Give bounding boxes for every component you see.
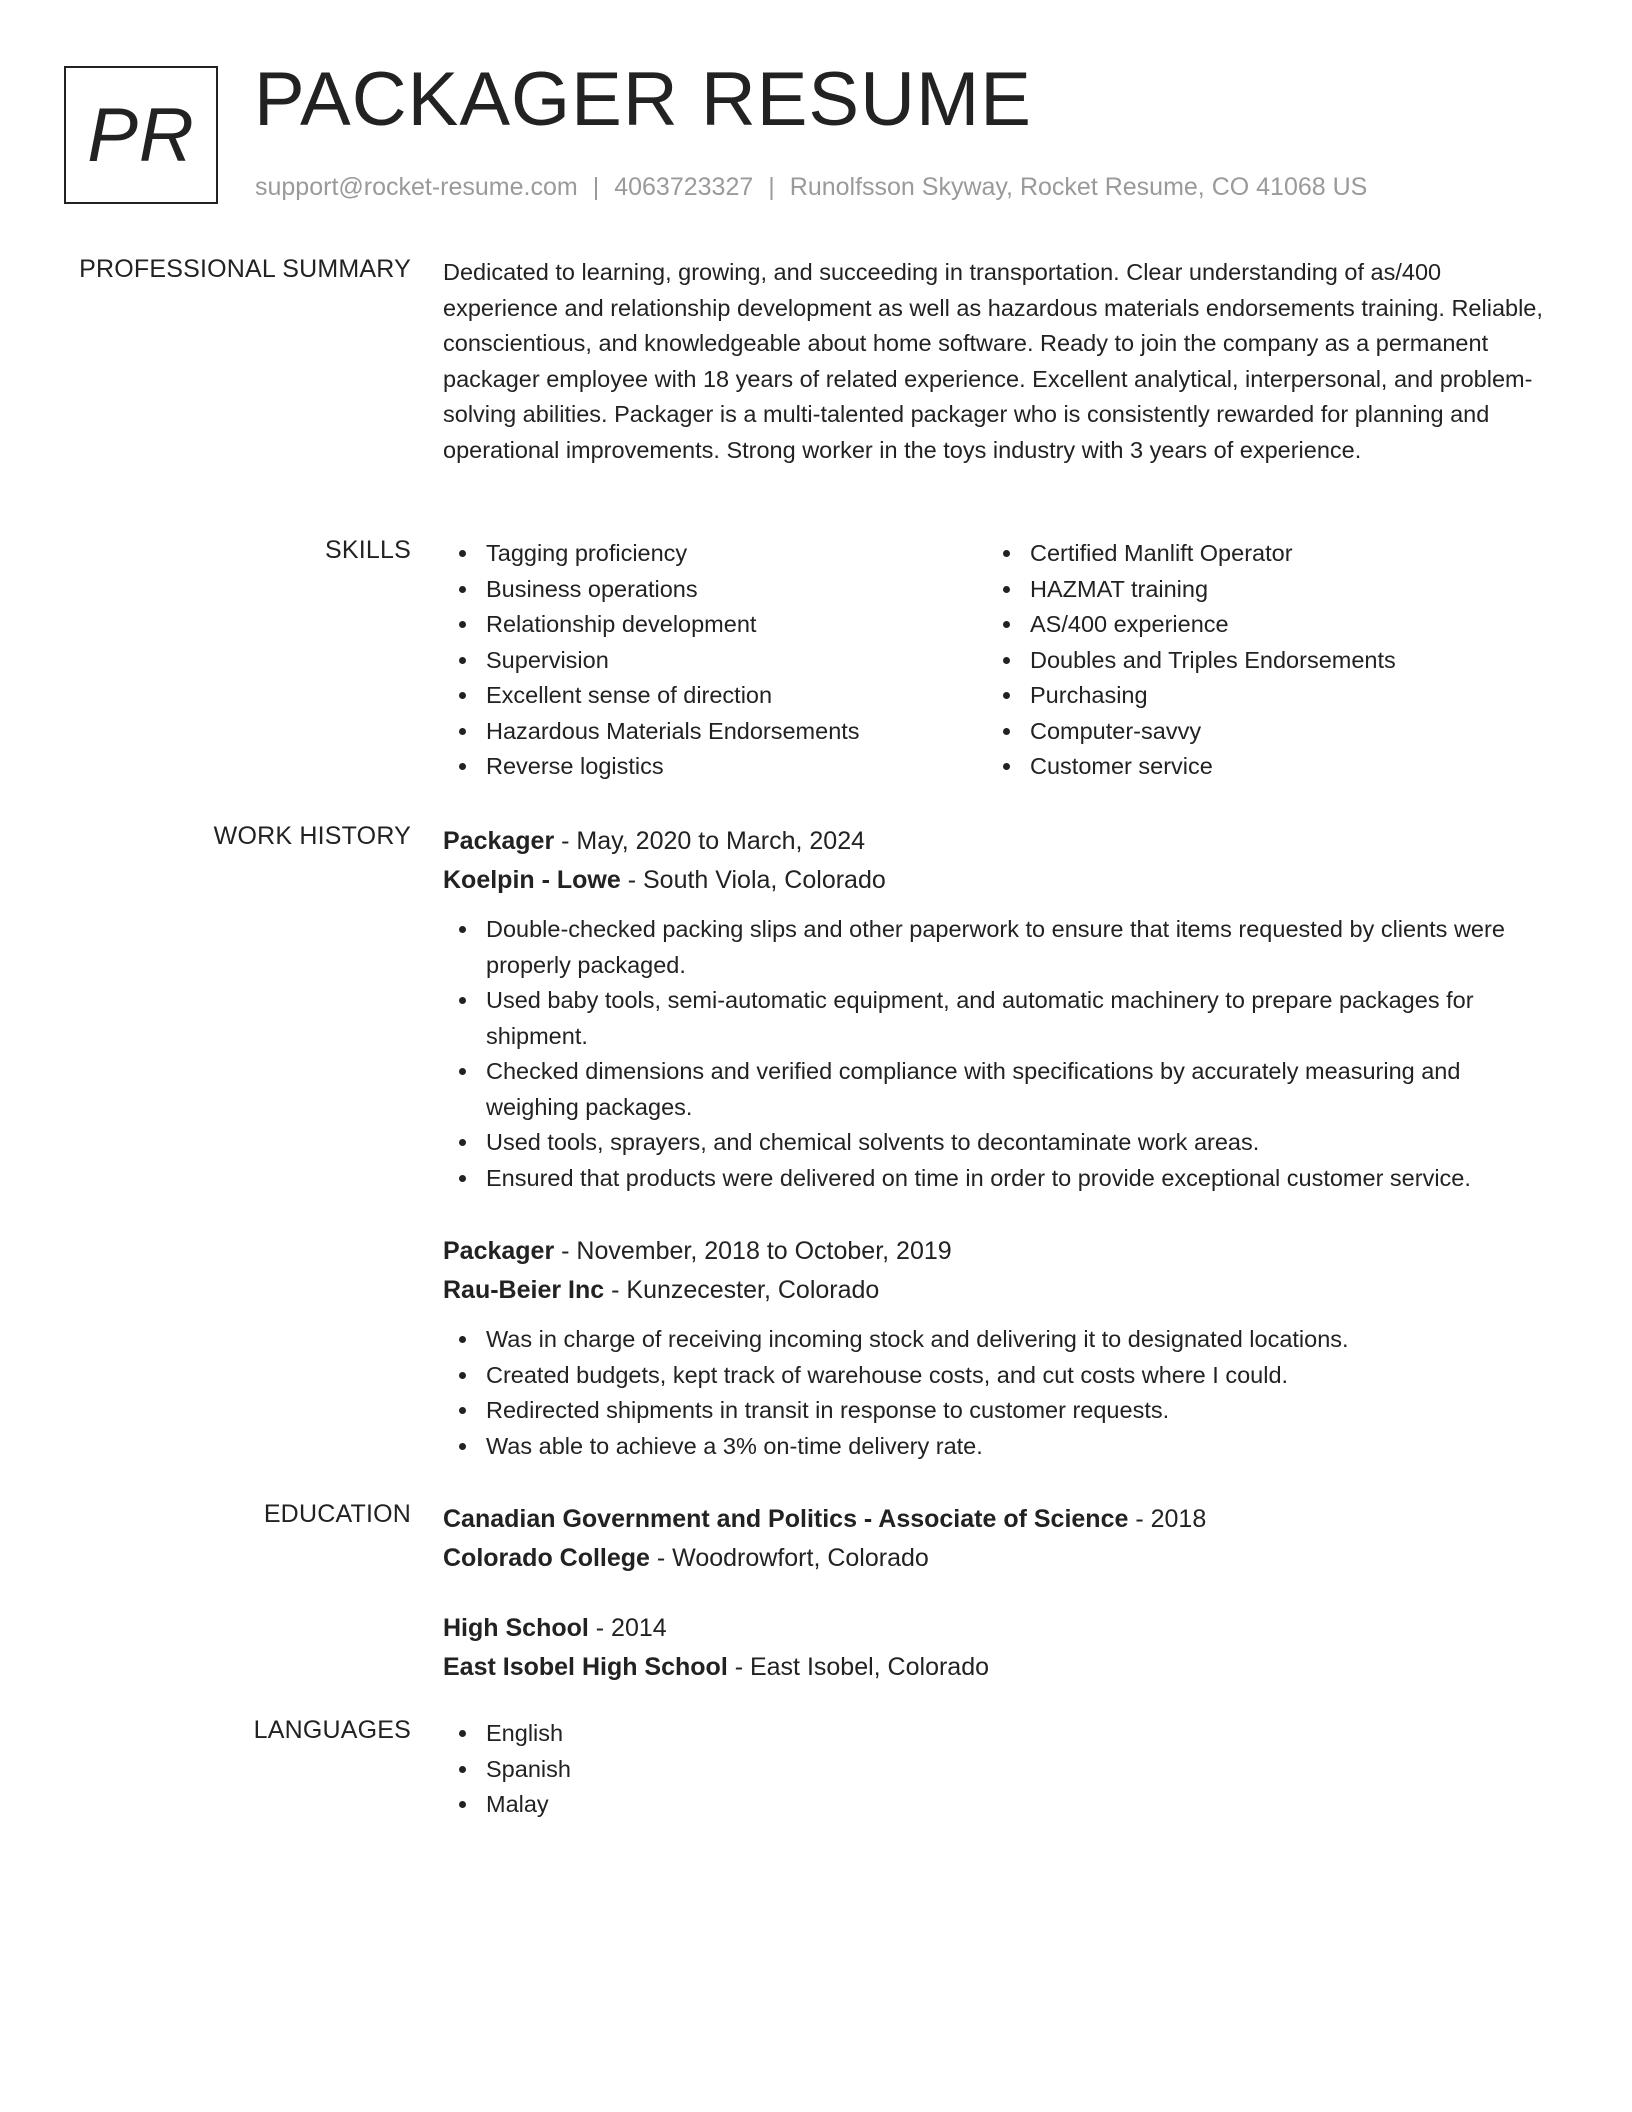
page-title: PACKAGER RESUME (254, 57, 1032, 142)
job-duties-list (443, 1322, 1553, 1464)
education-location: - East Isobel, Colorado (727, 1653, 990, 1681)
contact-separator: | (768, 173, 775, 201)
education-school-line (443, 1648, 1553, 1687)
list-item: Double-checked packing slips and other paperwork to ensure that items requested by clients were properly packaged. (443, 912, 1553, 983)
job-dates: - November, 2018 to October, 2019 (554, 1237, 952, 1265)
job-company-line (443, 1271, 1553, 1310)
list-item: Malay (443, 1787, 1553, 1823)
list-item: AS/400 experience (987, 607, 1531, 643)
list-item: Excellent sense of direction (443, 678, 987, 714)
job-company: Rau-Beier Inc (443, 1276, 605, 1304)
list-item: Created budgets, kept track of warehouse costs, and cut costs where I could. (443, 1358, 1553, 1394)
list-item: English (443, 1716, 1553, 1752)
job-entry (443, 822, 1553, 1196)
education-degree: High School (443, 1614, 589, 1642)
education-year: - 2018 (1128, 1505, 1207, 1533)
contact-line (255, 173, 1367, 202)
list-item: Certified Manlift Operator (987, 536, 1531, 572)
education-body (443, 1500, 1553, 1578)
list-item: Supervision (443, 643, 987, 679)
education-degree-line (443, 1609, 1553, 1648)
education-location: - Woodrowfort, Colorado (649, 1544, 929, 1572)
education-school: Colorado College (443, 1544, 650, 1572)
list-item: Used tools, sprayers, and chemical solvents to decontaminate work areas. (443, 1125, 1553, 1161)
contact-address: Runolfsson Skyway, Rocket Resume, CO 41068 US (789, 173, 1368, 201)
education-year: - 2014 (588, 1614, 667, 1642)
job-company: Koelpin - Lowe (443, 866, 621, 894)
job-title: Packager (443, 1237, 555, 1265)
monogram-initials: PR (87, 92, 195, 178)
job-location: - Kunzecester, Colorado (604, 1276, 880, 1304)
section-heading-languages: LANGUAGES (253, 1716, 411, 1744)
list-item: Ensured that products were delivered on time in order to provide exceptional customer service. (443, 1161, 1553, 1197)
list-item: Hazardous Materials Endorsements (443, 714, 987, 750)
summary-body (443, 255, 1553, 468)
job-title-line (443, 1232, 1553, 1271)
list-item: Used baby tools, semi-automatic equipment, and automatic machinery to prepare packages for shipment. (443, 983, 1553, 1054)
education-school: East Isobel High School (443, 1653, 728, 1681)
job-dates: - May, 2020 to March, 2024 (554, 827, 866, 855)
languages-list (443, 1716, 1553, 1823)
job-entry (443, 1232, 1553, 1464)
section-heading-work-history: WORK HISTORY (213, 822, 411, 850)
list-item: Was in charge of receiving incoming stock and delivering it to designated locations. (443, 1322, 1553, 1358)
list-item: Spanish (443, 1752, 1553, 1788)
job-title: Packager (443, 827, 555, 855)
job-title-line (443, 822, 1553, 861)
work-history-body (443, 822, 1553, 1196)
monogram-box (64, 66, 218, 204)
list-item: Checked dimensions and verified compliance with specifications by accurately measuring and weighing packages. (443, 1054, 1553, 1125)
list-item: Reverse logistics (443, 749, 987, 785)
list-item: Doubles and Triples Endorsements (987, 643, 1531, 679)
skills-body (443, 536, 1553, 785)
section-heading-education: EDUCATION (263, 1500, 411, 1528)
list-item: Purchasing (987, 678, 1531, 714)
work-history-body (443, 1232, 1553, 1464)
list-item: HAZMAT training (987, 572, 1531, 608)
contact-separator: | (592, 173, 600, 201)
contact-phone[interactable]: 4063723327 (614, 173, 754, 201)
education-degree-line (443, 1500, 1553, 1539)
list-item: Tagging proficiency (443, 536, 987, 572)
education-school-line (443, 1539, 1553, 1578)
list-item: Relationship development (443, 607, 987, 643)
list-item: Customer service (987, 749, 1531, 785)
list-item: Computer-savvy (987, 714, 1531, 750)
skills-list-left (443, 536, 987, 785)
education-degree: Canadian Government and Politics - Associate of Science (443, 1505, 1129, 1533)
job-company-line (443, 861, 1553, 900)
list-item: Business operations (443, 572, 987, 608)
job-duties-list (443, 912, 1553, 1196)
section-heading-skills: SKILLS (325, 536, 411, 564)
contact-email[interactable]: support@rocket-resume.com (255, 173, 578, 201)
education-entry (443, 1500, 1553, 1578)
list-item: Was able to achieve a 3% on-time delivery rate. (443, 1429, 1553, 1465)
skills-list-right (987, 536, 1531, 785)
education-entry (443, 1609, 1553, 1687)
list-item: Redirected shipments in transit in response to customer requests. (443, 1393, 1553, 1429)
education-body (443, 1609, 1553, 1687)
section-heading-summary: PROFESSIONAL SUMMARY (79, 255, 411, 283)
job-location: - South Viola, Colorado (620, 866, 886, 894)
summary-text: Dedicated to learning, growing, and succeeding in transportation. Clear understanding of as/400 experience and relationship development as well as hazardous materials endorsements training. Reliable, conscientious, and knowledgeable about home software. Ready to join the company as a permanent packager employee with 18 years of related experience. Excellent analytical, interpersonal, and problem-solving abilities. Packager is a multi-talented packager who is consistently rewarded for planning and operational improvements. Strong worker in the toys industry with 3 years of experience. (443, 259, 1543, 463)
languages-body (443, 1716, 1553, 1823)
